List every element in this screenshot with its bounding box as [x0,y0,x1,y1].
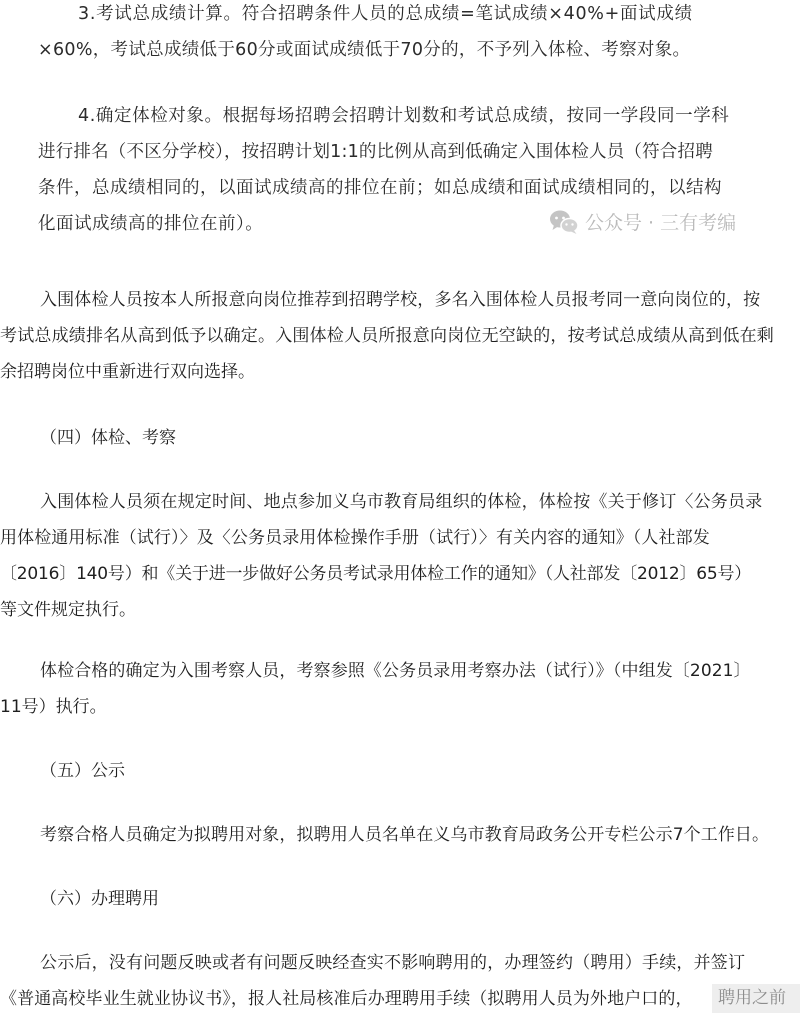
paragraph-line: 用体检通用标准（试行）〉及〈公务员录用体检操作手册（试行）〉有关内容的通知》（人社部发 [0,528,710,548]
section-heading: （五）公示 [40,761,125,781]
paragraph-line: 11号）执行。 [0,697,107,717]
wechat-icon [549,209,579,235]
image-text-line: 条件，总成绩相同的，以面试成绩高的排位在前；如总成绩和面试成绩相同的，以结构 [38,178,722,198]
image-text-line: 4.确定体检对象。根据每场招聘会招聘计划数和考试总成绩，按同一学段同一学科 [78,106,730,126]
image-text-line: 进行排名（不区分学校），按招聘计划1:1的比例从高到低确定入围体检人员（符合招聘 [38,142,713,162]
paragraph-line: 考察合格人员确定为拟聘用对象，拟聘用人员名单在义乌市教育局政务公开专栏公示7个工作日。 [40,825,770,845]
paragraph-line: 公示后，没有问题反映或者有问题反映经查实不影响聘用的，办理签约（聘用）手续，并签订 [40,953,746,973]
image-text-line: 化面试成绩高的排位在前）。 [38,214,264,234]
paragraph-line: 入围体检人员按本人所报意向岗位推荐到招聘学校，多名入围体检人员报考同一意向岗位的，按 [40,290,761,310]
paragraph-line: 〔2016〕140号）和《关于进一步做好公务员考试录用体检工作的通知》（人社部发〔2012〕65号） [0,564,752,584]
watermark-text: 公众号 · 三有考编 [585,212,737,234]
paragraph-line: 等文件规定执行。 [0,600,136,620]
paragraph-line: 体检合格的确定为入围考察人员，考察参照《公务员录用考察办法（试行）》（中组发〔2021〕 [40,661,751,681]
paragraph-line: 余招聘岗位中重新进行双向选择。 [0,362,255,382]
section-heading: （四）体检、考察 [40,428,176,448]
section-heading: （六）办理聘用 [40,889,159,909]
image-text-line: ×60%，考试总成绩低于60分或面试成绩低于70分的，不予列入体检、考察对象。 [38,40,691,60]
paragraph-line: 考试总成绩排名从高到低予以确定。入围体检人员所报意向岗位无空缺的，按考试总成绩从高到低在剩 [0,326,774,346]
truncated-word: 聘用之前 [712,984,800,1013]
paragraph-line: 《普通高校毕业生就业协议书》，报人社局核准后办理聘用手续（拟聘用人员为外地户口的， [0,989,693,1009]
watermark [549,208,736,235]
paragraph-line: 入围体检人员须在规定时间、地点参加义乌市教育局组织的体检，体检按《关于修订〈公务员录 [40,492,763,512]
image-text-line: 3.考试总成绩计算。符合招聘条件人员的总成绩=笔试成绩×40%+面试成绩 [78,4,693,24]
